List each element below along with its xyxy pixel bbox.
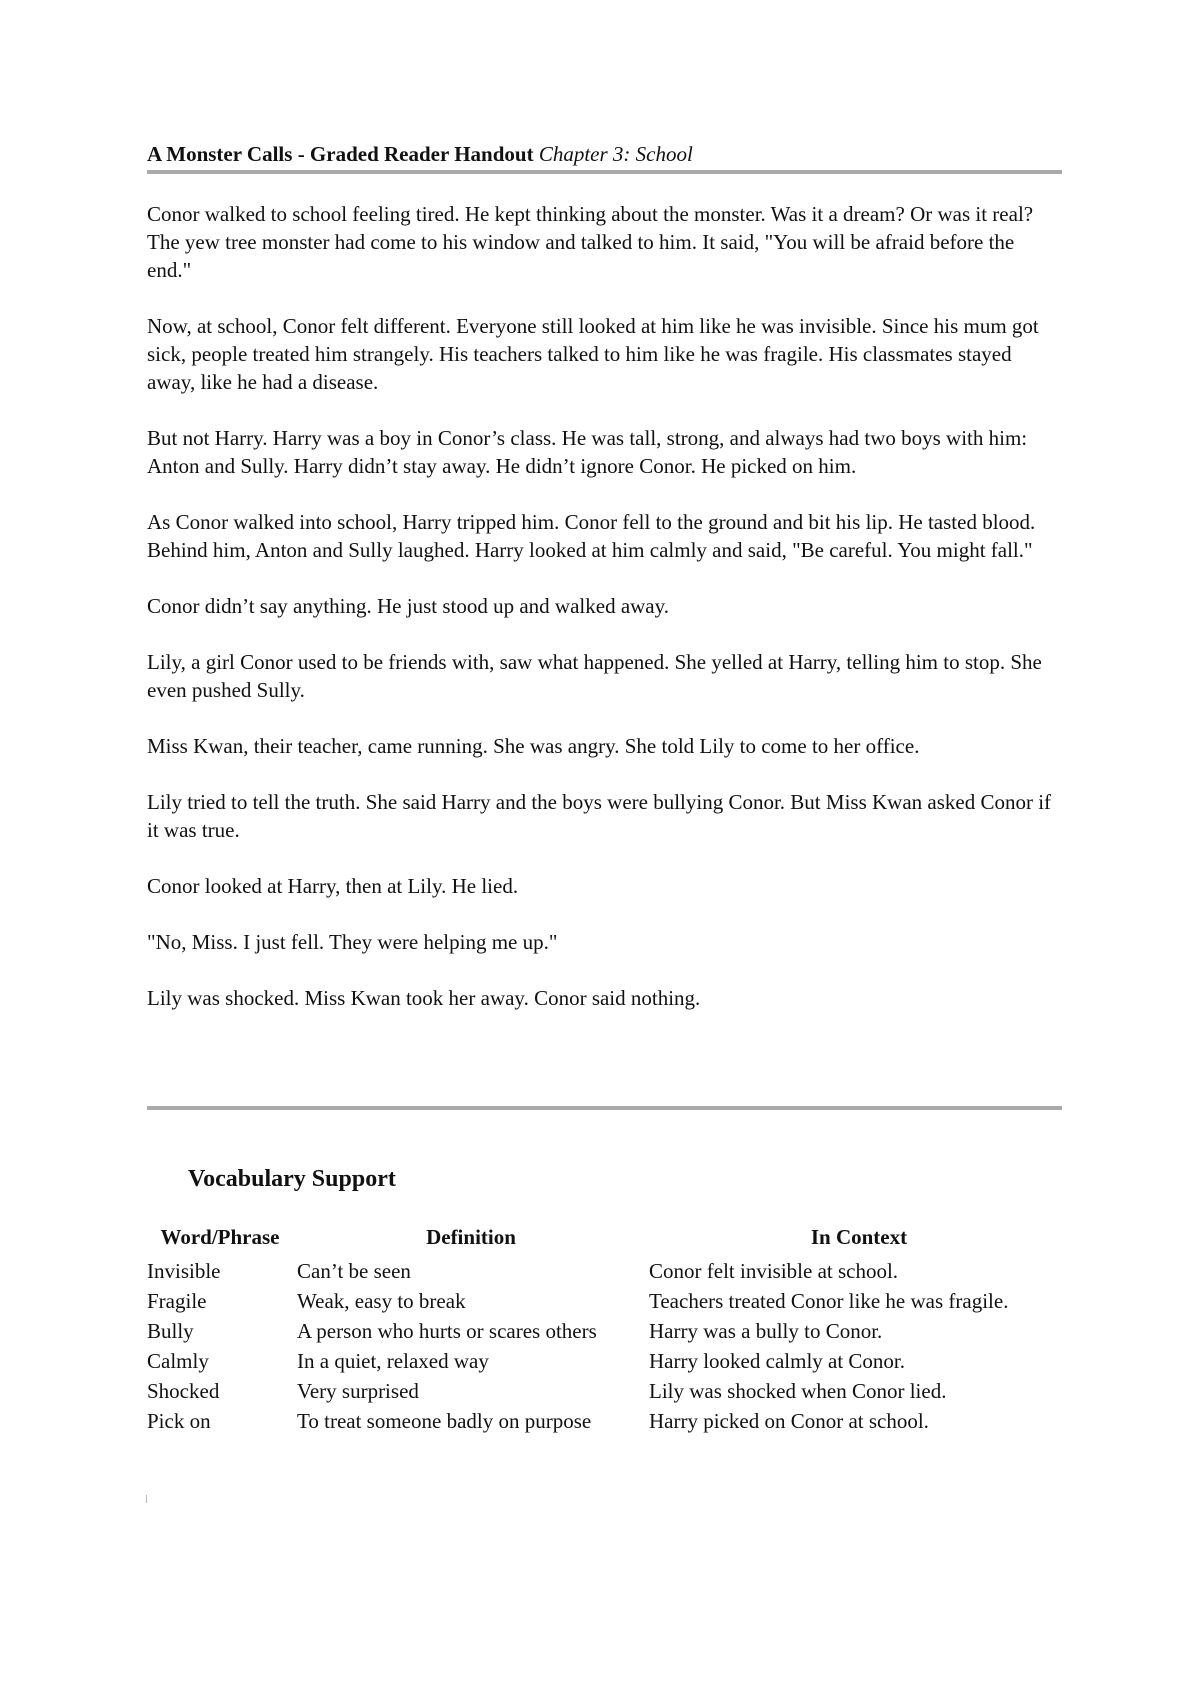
story-paragraph: But not Harry. Harry was a boy in Conor’s class. He was tall, strong, and always had two boys with him: Anton and Sully. Harry didn’t stay away. He didn’t ignore Conor. He picked on him. <box>147 426 1028 478</box>
vocab-word: Pick on <box>147 1409 211 1433</box>
table-row <box>145 1346 1071 1376</box>
vocab-word: Bully <box>147 1319 194 1343</box>
vocab-definition: Weak, easy to break <box>297 1289 466 1313</box>
story-paragraph: "No, Miss. I just fell. They were helping me up." <box>147 930 558 954</box>
page-title <box>147 140 1062 174</box>
story-paragraph: Now, at school, Conor felt different. Everyone still looked at him like he was invisible. Since his mum got sick, people treated him strangely. His teachers talked to him like he was fragile. His classmates stayed away, like he had a disease. <box>147 314 1039 394</box>
title-main: A Monster Calls - Graded Reader Handout <box>147 142 534 166</box>
table-edge-mark <box>146 1495 147 1503</box>
story-text <box>147 200 1062 1012</box>
vocab-definition: To treat someone badly on purpose <box>297 1409 592 1433</box>
column-header-word: Word/Phrase <box>160 1225 280 1249</box>
story-paragraph: Conor walked to school feeling tired. He kept thinking about the monster. Was it a dream? Or was it real? The yew tree monster had come to his window and talked to him. It said, "You will be afraid before the end." <box>147 202 1034 282</box>
vocab-word: Shocked <box>147 1379 220 1403</box>
vocab-context: Teachers treated Conor like he was fragile. <box>649 1289 1009 1313</box>
vocab-word: Calmly <box>147 1349 209 1373</box>
title-chapter: Chapter 3: School <box>538 142 693 166</box>
story-paragraph: Conor looked at Harry, then at Lily. He lied. <box>147 874 519 898</box>
story-paragraph: Lily was shocked. Miss Kwan took her away. Conor said nothing. <box>147 986 701 1010</box>
table-row <box>145 1286 1071 1316</box>
vocab-definition: Can’t be seen <box>297 1259 411 1283</box>
table-row <box>145 1316 1071 1346</box>
column-header-context: In Context <box>810 1225 908 1249</box>
table-header-row <box>145 1224 1071 1256</box>
vocabulary-table <box>145 1224 1071 1436</box>
vocab-definition: A person who hurts or scares others <box>297 1319 597 1343</box>
vocab-context: Conor felt invisible at school. <box>649 1259 899 1283</box>
vocab-context: Harry was a bully to Conor. <box>649 1319 883 1343</box>
story-paragraph: As Conor walked into school, Harry tripped him. Conor fell to the ground and bit his lip. He tasted blood. Behind him, Anton and Sully laughed. Harry looked at him calmly and said, "Be careful. You might fall." <box>147 510 1036 562</box>
vocab-word: Fragile <box>147 1289 207 1313</box>
story-paragraph: Lily, a girl Conor used to be friends with, saw what happened. She yelled at Harry, telling him to stop. She even pushed Sully. <box>147 650 1042 702</box>
vocab-context: Harry looked calmly at Conor. <box>649 1349 906 1373</box>
table-row <box>145 1256 1071 1286</box>
handout-page <box>147 140 1062 1040</box>
story-paragraph: Conor didn’t say anything. He just stood up and walked away. <box>147 594 670 618</box>
section-divider <box>147 1106 1062 1110</box>
vocab-definition: In a quiet, relaxed way <box>297 1349 489 1373</box>
story-paragraph: Miss Kwan, their teacher, came running. She was angry. She told Lily to come to her office. <box>147 734 920 758</box>
column-header-definition: Definition <box>426 1225 516 1249</box>
vocab-word: Invisible <box>147 1259 221 1283</box>
vocab-definition: Very surprised <box>297 1379 419 1403</box>
vocabulary-heading: Vocabulary Support <box>188 1166 396 1192</box>
table-row <box>145 1376 1071 1406</box>
vocab-context: Lily was shocked when Conor lied. <box>649 1379 947 1403</box>
story-paragraph: Lily tried to tell the truth. She said Harry and the boys were bullying Conor. But Miss Kwan asked Conor if it was true. <box>147 790 1052 842</box>
vocab-context: Harry picked on Conor at school. <box>649 1409 929 1433</box>
table-row <box>145 1406 1071 1436</box>
